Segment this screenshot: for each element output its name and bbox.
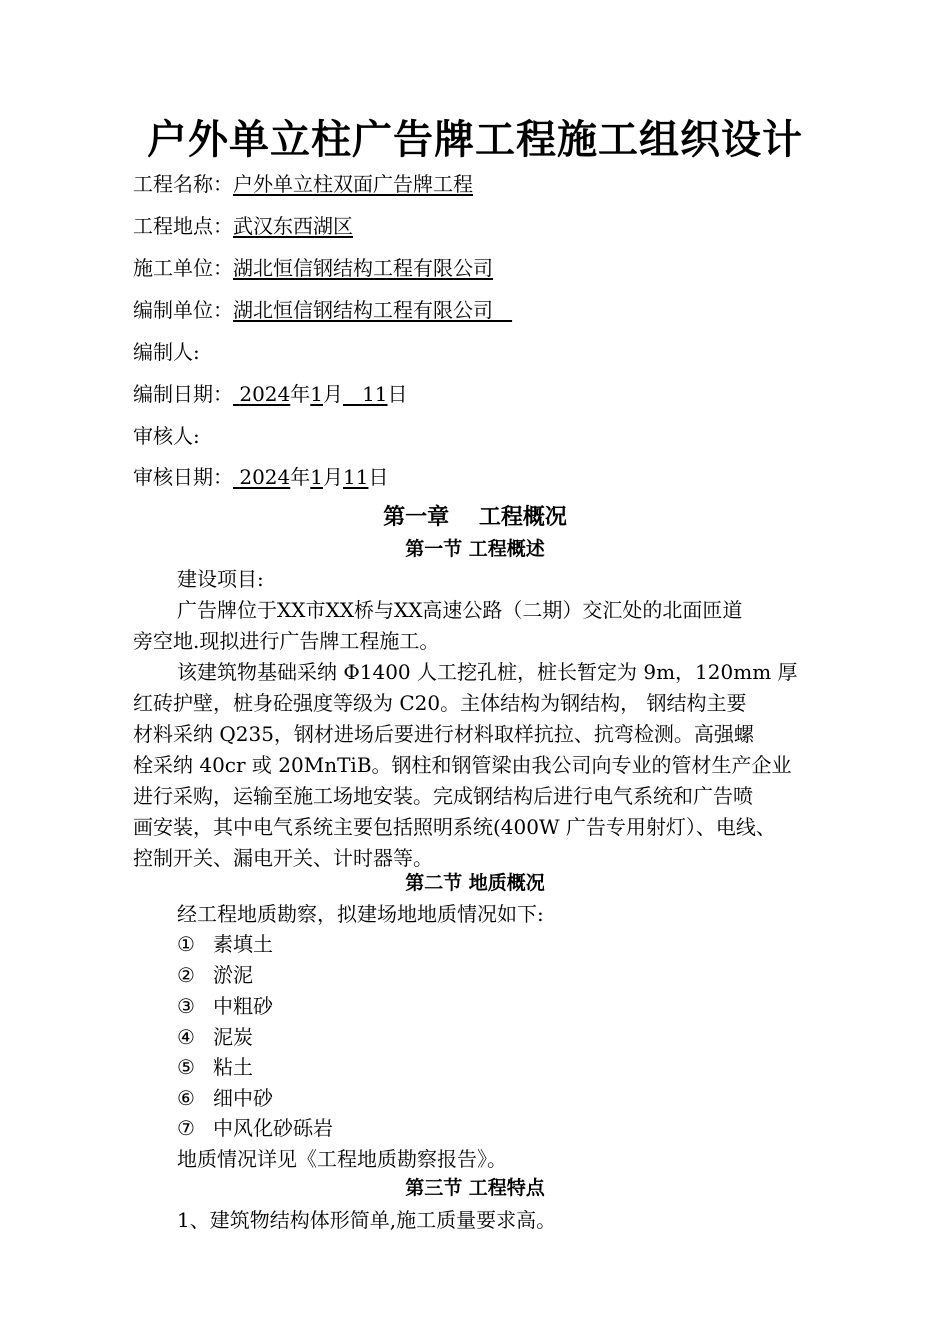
contractor-value: 湖北恒信钢结构工程有限公司 [233, 256, 493, 280]
review-year: 2024 [239, 465, 291, 489]
compiler-unit-label: 编制单位： [133, 298, 233, 322]
review-day: 11 [343, 465, 369, 489]
location-row [133, 212, 353, 240]
day-char: 日 [387, 382, 408, 406]
reviewer-label: 审核人: [133, 424, 200, 448]
compiler-row [133, 338, 200, 366]
list-item: ④ 泥炭 [177, 1025, 253, 1049]
paragraph-line: 材料采纳 Q235，钢材进场后要进行材料取样抗拉、抗弯检测。高强螺 [133, 722, 754, 746]
geology-outro: 地质情况详见《工程地质勘察报告》。 [177, 1147, 507, 1171]
year-char: 年 [290, 465, 311, 489]
month-char: 月 [323, 382, 343, 406]
paragraph-line: 画安装，其中电气系统主要包括照明系统(400W 广告专用射灯）、电线、 [133, 815, 776, 839]
geology-intro: 经工程地质勘察，拟建场地地质情况如下: [177, 902, 544, 926]
paragraph-line: 进行采购，运输至施工场地安装。完成钢结构后进行电气系统和广告喷 [133, 784, 753, 808]
review-date-label: 审核日期： [133, 465, 233, 489]
day-char: 日 [368, 465, 389, 489]
feature-item: 1、建筑物结构体形简单,施工质量要求高。 [177, 1208, 557, 1232]
list-item: ⑥ 细中砂 [177, 1086, 273, 1110]
compile-month: 1 [310, 382, 323, 406]
project-name-label: 工程名称： [133, 172, 233, 196]
paragraph-line: 该建筑物基础采纳 Φ1400 人工挖孔桩，桩长暂定为 9m，120mm 厚 [177, 660, 798, 684]
list-item: ② 淤泥 [177, 963, 253, 987]
overview-body [133, 564, 833, 874]
year-char: 年 [290, 382, 311, 406]
compile-year: 2024 [239, 382, 291, 406]
document-title: 户外单立柱广告牌工程施工组织设计 [147, 117, 803, 163]
paragraph: 建设项目: [177, 567, 264, 591]
compile-date-label: 编制日期： [133, 382, 233, 406]
compile-date-row [133, 380, 408, 408]
location-value: 武汉东西湖区 [233, 214, 353, 238]
paragraph-line: 旁空地.现拟进行广告牌工程施工。 [133, 629, 440, 653]
list-item: ③ 中粗砂 [177, 994, 273, 1018]
project-name-value: 户外单立柱双面广告牌工程 [233, 172, 473, 196]
review-month: 1 [310, 465, 323, 489]
reviewer-row [133, 422, 200, 450]
compiler-unit-row [133, 296, 512, 324]
compiler-label: 编制人: [133, 340, 200, 364]
contractor-row [133, 254, 493, 282]
list-item: ① 素填土 [177, 932, 273, 956]
section-heading-features: 第三节 工程特点 [405, 1177, 545, 1199]
list-item: ⑤ 粘土 [177, 1055, 253, 1079]
paragraph-line: 控制开关、漏电开关、计时器等。 [133, 846, 433, 870]
contractor-label: 施工单位： [133, 256, 233, 280]
project-name-row [133, 170, 473, 198]
review-date-row [133, 463, 388, 491]
paragraph-line: 栓采纳 40cr 或 20MnTiB。钢柱和钢管梁由我公司向专业的管材生产企业 [133, 753, 792, 777]
compile-day: 11 [362, 382, 388, 406]
chapter-heading: 第一章 工程概况 [383, 505, 567, 530]
month-char: 月 [323, 465, 343, 489]
list-item: ⑦ 中风化砂砾岩 [177, 1116, 333, 1140]
paragraph-line: 红砖护壁，桩身砼强度等级为 C20。主体结构为钢结构， 钢结构主要 [133, 691, 747, 715]
section-heading-geology: 第二节 地质概况 [405, 872, 545, 894]
location-label: 工程地点： [133, 214, 233, 238]
section-heading-overview: 第一节 工程概述 [405, 538, 545, 560]
compiler-unit-value: 湖北恒信钢结构工程有限公司 [233, 298, 493, 322]
paragraph-line: 广告牌位于XX市XX桥与XX高速公路（二期）交汇处的北面匝道 [177, 598, 743, 622]
